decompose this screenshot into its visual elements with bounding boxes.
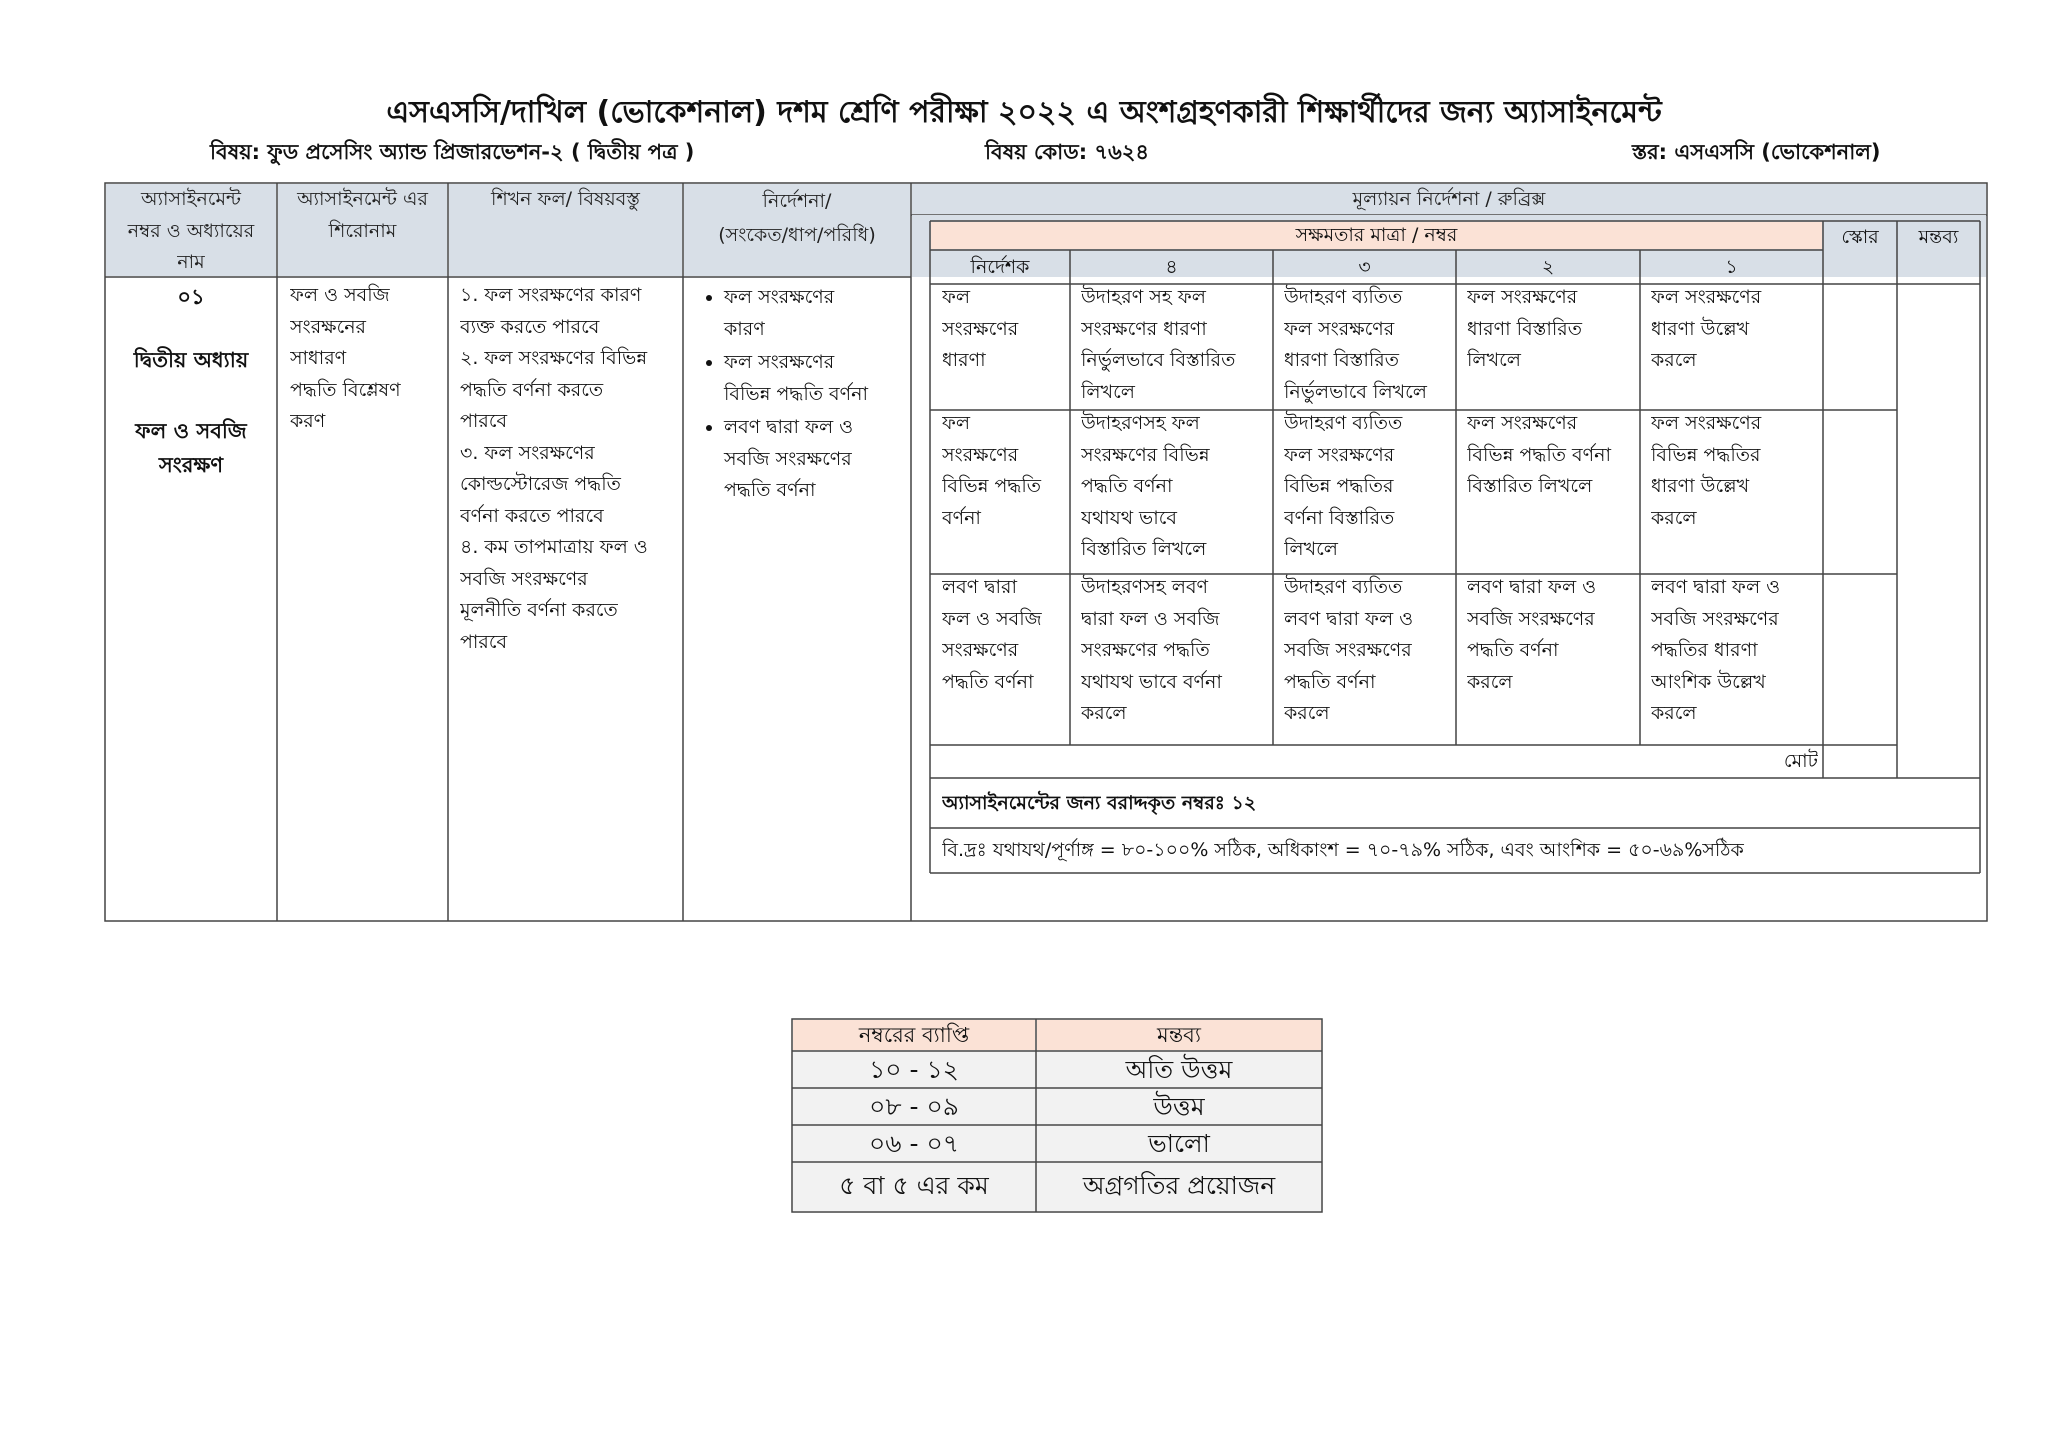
subject-code-label: বিষয় কোড: ৭৬২৪ [985, 140, 1150, 164]
header-evaluation: মূল্যায়ন নির্দেশনা / রুব্রিক্স [912, 184, 1986, 214]
rubric-indicator-header: নির্দেশক [970, 256, 1030, 278]
grade-remark: ভালো [1037, 1126, 1321, 1161]
rubric-remarks-header: মন্তব্য [1918, 226, 1959, 248]
grade-range: ১০ - ১২ [793, 1052, 1035, 1087]
chapter-label: দ্বিতীয় অধ্যায় [133, 348, 249, 372]
assignment-number: ০১ [177, 285, 205, 309]
rubric-total-label: মোট [1783, 750, 1818, 772]
rubric-level-2: ২ [1541, 256, 1555, 278]
header-learning-outcome: শিখন ফল/ বিষয়বস্তু [449, 184, 682, 276]
header-assignment-title: অ্যাসাইনমেন্ট এর শিরোনাম [278, 184, 447, 276]
rubric-score-header: স্কোর [1841, 226, 1879, 248]
rubric-row-2-level-1: ফল সংরক্ষণের বিভিন্ন পদ্ধতির ধারণা উল্লেখ করলে [1651, 412, 1762, 529]
grade-header-range: নম্বরের ব্যাপ্তি [793, 1020, 1035, 1050]
rubric-row-1-level-1: ফল সংরক্ষণের ধারণা উল্লেখ করলে [1651, 286, 1762, 371]
header-assignment-number: অ্যাসাইনমেন্ট নম্বর ও অধ্যায়ের নাম [106, 184, 276, 276]
allotted-marks: অ্যাসাইনমেন্টের জন্য বরাদ্দকৃত নম্বরঃ ১২ [942, 792, 1257, 814]
rubric-proficiency-header: সক্ষমতার মাত্রা / নম্বর [931, 222, 1822, 249]
assignment-title: ফল ও সবজি সংরক্ষনের সাধারণ পদ্ধতি বিশ্লেষণ করণ [290, 284, 401, 432]
grade-range: ০৮ - ০৯ [793, 1089, 1035, 1124]
level-label: স্তর: এসএসসি (ভোকেশনাল) [1632, 140, 1881, 164]
learning-outcomes: ১. ফল সংরক্ষণের কারণ ব্যক্ত করতে পারবে ২. ফল সংরক্ষণের বিভিন্ন পদ্ধতি বর্ণনা করতে পারবে ৩. ফল সংরক্ষণের কোল্ডস্টোরেজ পদ্ধতি বর্ণনা করতে পারবে ৪. কম তাপমাত্রায় ফল ও সবজি সংরক্ষণের মূলনীতি বর্ণনা করতে পারবে [460, 284, 648, 653]
rubric-row-3-level-1: লবণ দ্বারা ফল ও সবজি সংরক্ষণের পদ্ধতির ধারণা আংশিক উল্লেখ করলে [1651, 576, 1781, 724]
instruction-item: • ফল সংরক্ষণের বিভিন্ন পদ্ধতি বর্ণনা [724, 347, 908, 410]
grade-range: ৫ বা ৫ এর কম [793, 1163, 1035, 1211]
subject-label: বিষয়: ফুড প্রসেসিং অ্যান্ড প্রিজারভেশন-২ ( দ্বিতীয় পত্র ) [210, 140, 695, 164]
rubric-level-1: ১ [1725, 256, 1738, 278]
rubric-row-1-level-3: উদাহরণ ব্যতিত ফল সংরক্ষণের ধারণা বিস্তারিত নির্ভুলভাবে লিখলে [1284, 286, 1427, 403]
chapter-name: ফল ও সবজি সংরক্ষণ [135, 419, 247, 477]
rubric-row-2-indicator: ফল সংরক্ষণের বিভিন্ন পদ্ধতি বর্ণনা [942, 412, 1042, 529]
rubric-row-1-level-4: উদাহরণ সহ ফল সংরক্ষণের ধারণা নির্ভুলভাবে বিস্তারিত লিখলে [1081, 286, 1236, 403]
grade-remark: অতি উত্তম [1037, 1052, 1321, 1087]
grade-header-remarks: মন্তব্য [1037, 1020, 1321, 1050]
rubric-row-3-indicator: লবণ দ্বারা ফল ও সবজি সংরক্ষণের পদ্ধতি বর্ণনা [942, 576, 1042, 693]
instructions-list [696, 282, 908, 509]
instruction-item: • লবণ দ্বারা ফল ও সবজি সংরক্ষণের পদ্ধতি বর্ণনা [724, 412, 908, 507]
rubric-row-2-level-4: উদাহরণসহ ফল সংরক্ষণের বিভিন্ন পদ্ধতি বর্ণনা যথাযথ ভাবে বিস্তারিত লিখলে [1081, 412, 1210, 560]
instruction-item: • ফল সংরক্ষণের কারণ [724, 282, 908, 345]
rubric-level-4: ৪ [1165, 256, 1178, 278]
rubric-row-2-level-2: ফল সংরক্ষণের বিভিন্ন পদ্ধতি বর্ণনা বিস্তারিত লিখলে [1467, 412, 1611, 497]
page-title: এসএসসি/দাখিল (ভোকেশনাল) দশম শ্রেণি পরীক্ষা ২০২২ এ অংশগ্রহণকারী শিক্ষার্থীদের জন্য অ্যাসাইনমেন্ট [386, 95, 1662, 130]
rubric-row-2-level-3: উদাহরণ ব্যতিত ফল সংরক্ষণের বিভিন্ন পদ্ধতির বর্ণনা বিস্তারিত লিখলে [1284, 412, 1403, 560]
grade-range: ০৬ - ০৭ [793, 1126, 1035, 1161]
rubric-row-3-level-2: লবণ দ্বারা ফল ও সবজি সংরক্ষণের পদ্ধতি বর্ণনা করলে [1467, 576, 1597, 693]
rubric-row-1-indicator: ফল সংরক্ষণের ধারণা [942, 286, 1019, 371]
grade-remark: উত্তম [1037, 1089, 1321, 1124]
rubric-row-1-level-2: ফল সংরক্ষণের ধারণা বিস্তারিত লিখলে [1467, 286, 1582, 371]
grade-remark: অগ্রগতির প্রয়োজন [1037, 1163, 1321, 1211]
rubric-row-3-level-4: উদাহরণসহ লবণ দ্বারা ফল ও সবজি সংরক্ষণের পদ্ধতি যথাযথ ভাবে বর্ণনা করলে [1081, 576, 1222, 724]
header-instructions: নির্দেশনা/ (সংকেত/ধাপ/পরিধি) [684, 184, 910, 276]
rubric-level-3: ৩ [1358, 256, 1371, 278]
rubric-row-3-level-3: উদাহরণ ব্যতিত লবণ দ্বারা ফল ও সবজি সংরক্ষণের পদ্ধতি বর্ণনা করলে [1284, 576, 1414, 724]
rubric-note: বি.দ্রঃ যথাযথ/পূর্ণাঙ্গ = ৮০-১০০% সঠিক, অধিকাংশ = ৭০-৭৯% সঠিক, এবং আংশিক = ৫০-৬৯%সঠিক [942, 839, 1744, 861]
